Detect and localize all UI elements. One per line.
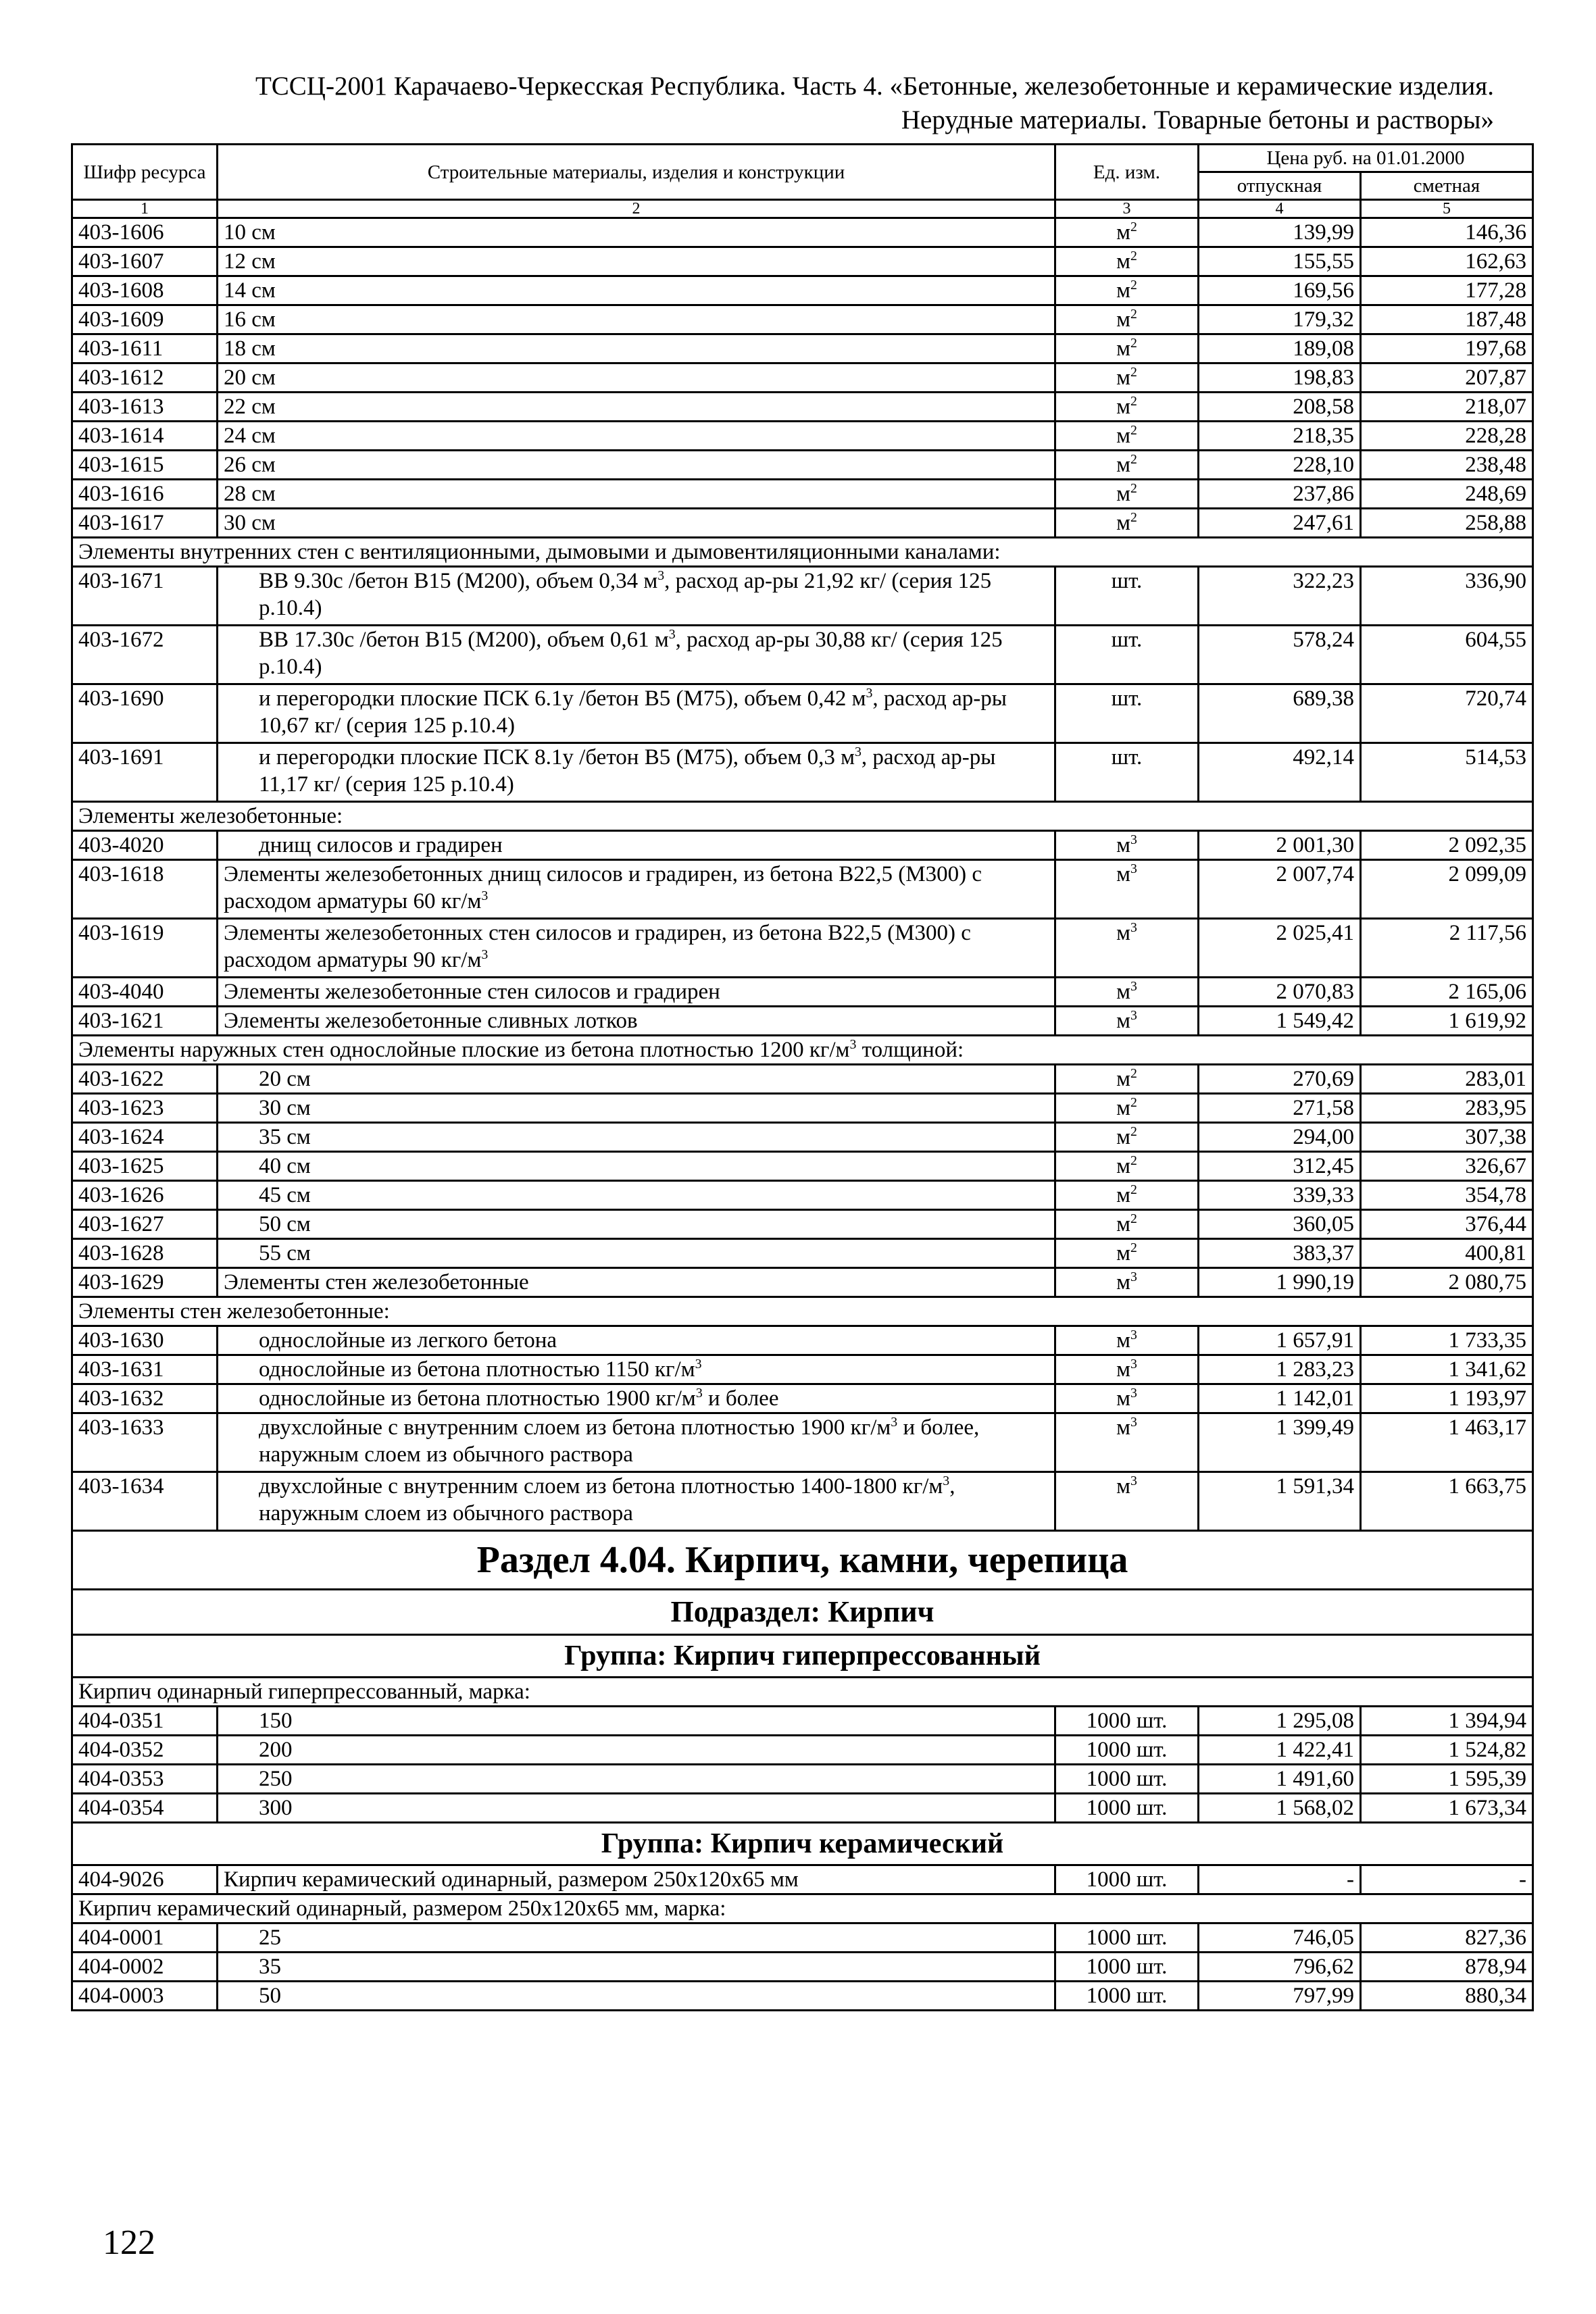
table-row bbox=[72, 1413, 1533, 1472]
resource-code: 403-4020 bbox=[72, 831, 218, 860]
material-description: Элементы железобетонные сливных лотков bbox=[218, 1007, 1055, 1036]
unit-of-measure: $м^3$ bbox=[1055, 1326, 1199, 1355]
resource-code: 403-1671 bbox=[72, 567, 218, 626]
estimate-price: 1 463,17 bbox=[1361, 1413, 1533, 1472]
table-row bbox=[72, 919, 1533, 978]
estimate-price: 1 193,97 bbox=[1361, 1384, 1533, 1413]
release-price: 2 025,41 bbox=[1199, 919, 1361, 978]
resource-code: 403-1621 bbox=[72, 1007, 218, 1036]
table-row bbox=[72, 684, 1533, 743]
material-description: Элементы железобетонных днищ силосов и градирен, из бетона В22,5 (М300) с расходом арматуры 60 $кг/м^3$ bbox=[218, 860, 1055, 919]
release-price: 383,37 bbox=[1199, 1239, 1361, 1268]
material-description: однослойные из бетона плотностью 1900 $кг/м^3$ и более bbox=[218, 1384, 1055, 1413]
estimate-price: 283,01 bbox=[1361, 1065, 1533, 1094]
unit-of-measure: $м^2$ bbox=[1055, 305, 1199, 334]
material-description: 30 см bbox=[218, 1094, 1055, 1123]
release-price: 294,00 bbox=[1199, 1123, 1361, 1152]
resource-code: 403-1614 bbox=[72, 422, 218, 451]
resource-code: 403-1609 bbox=[72, 305, 218, 334]
header-estimate-price: сметная bbox=[1361, 172, 1533, 200]
release-price: 247,61 bbox=[1199, 509, 1361, 538]
header-price: Цена руб. на 01.01.2000 bbox=[1199, 145, 1533, 172]
unit-of-measure: шт. bbox=[1055, 743, 1199, 802]
release-price: 237,86 bbox=[1199, 480, 1361, 509]
release-price: - bbox=[1199, 1865, 1361, 1894]
running-header-line-2: Нерудные материалы. Товарные бетоны и растворы» bbox=[901, 105, 1494, 134]
release-price: 312,45 bbox=[1199, 1152, 1361, 1181]
unit-of-measure: $м^2$ bbox=[1055, 1123, 1199, 1152]
table-row bbox=[72, 393, 1533, 422]
material-description: 150 bbox=[218, 1707, 1055, 1736]
table-row bbox=[72, 1982, 1533, 2011]
release-price: 689,38 bbox=[1199, 684, 1361, 743]
release-price: 746,05 bbox=[1199, 1923, 1361, 1953]
table-row bbox=[72, 1765, 1533, 1794]
unit-of-measure: $м^3$ bbox=[1055, 1384, 1199, 1413]
release-price: 218,35 bbox=[1199, 422, 1361, 451]
material-description: Элементы стен железобетонные bbox=[218, 1268, 1055, 1297]
unit-of-measure: 1000 шт. bbox=[1055, 1707, 1199, 1736]
subgroup-row bbox=[72, 1297, 1533, 1326]
unit-of-measure: $м^3$ bbox=[1055, 1355, 1199, 1384]
material-description: 20 см bbox=[218, 1065, 1055, 1094]
material-description: ВВ 17.30с /бетон В15 (М200), объем 0,61 $м^3$, расход ар-ры 30,88 кг/ (серия 125 р.10.4) bbox=[218, 626, 1055, 684]
estimate-price: 1 733,35 bbox=[1361, 1326, 1533, 1355]
material-description: днищ силосов и градирен bbox=[218, 831, 1055, 860]
release-price: 796,62 bbox=[1199, 1953, 1361, 1982]
unit-of-measure: $м^2$ bbox=[1055, 1181, 1199, 1210]
estimate-price: 283,95 bbox=[1361, 1094, 1533, 1123]
release-price: 1 283,23 bbox=[1199, 1355, 1361, 1384]
estimate-price: 228,28 bbox=[1361, 422, 1533, 451]
estimate-price: 326,67 bbox=[1361, 1152, 1533, 1181]
subsection-row bbox=[72, 1590, 1533, 1635]
unit-of-measure: $м^3$ bbox=[1055, 1268, 1199, 1297]
section-title: Раздел 4.04. Кирпич, камни, черепица bbox=[72, 1531, 1533, 1590]
release-price: 1 422,41 bbox=[1199, 1736, 1361, 1765]
subgroup-row bbox=[72, 802, 1533, 831]
estimate-price: 248,69 bbox=[1361, 480, 1533, 509]
table-row bbox=[72, 1707, 1533, 1736]
material-description: 30 см bbox=[218, 509, 1055, 538]
resource-code: 404-0001 bbox=[72, 1923, 218, 1953]
material-description: и перегородки плоские ПСК 8.1у /бетон В5 (М75), объем 0,3 $м^3$, расход ар-ры 11,17 кг/ (серия 125 р.10.4) bbox=[218, 743, 1055, 802]
table-row bbox=[72, 363, 1533, 393]
group-title: Группа: Кирпич гиперпрессованный bbox=[72, 1635, 1533, 1678]
table-row bbox=[72, 1210, 1533, 1239]
resource-code: 403-1613 bbox=[72, 393, 218, 422]
material-description: 300 bbox=[218, 1794, 1055, 1823]
resource-code: 403-1608 bbox=[72, 276, 218, 305]
release-price: 797,99 bbox=[1199, 1982, 1361, 2011]
table-row bbox=[72, 334, 1533, 363]
material-description: Элементы железобетонных стен силосов и градирен, из бетона В22,5 (М300) с расходом арматуры 90 $кг/м^3$ bbox=[218, 919, 1055, 978]
table-row bbox=[72, 860, 1533, 919]
unit-of-measure: $м^2$ bbox=[1055, 451, 1199, 480]
header-code: Шифр ресурса bbox=[72, 145, 218, 200]
estimate-price: 604,55 bbox=[1361, 626, 1533, 684]
table-row bbox=[72, 247, 1533, 276]
resource-code: 404-0351 bbox=[72, 1707, 218, 1736]
release-price: 155,55 bbox=[1199, 247, 1361, 276]
resource-code: 403-1607 bbox=[72, 247, 218, 276]
unit-of-measure: 1000 шт. bbox=[1055, 1953, 1199, 1982]
resource-code: 404-0353 bbox=[72, 1765, 218, 1794]
table-row bbox=[72, 1065, 1533, 1094]
material-description: 55 см bbox=[218, 1239, 1055, 1268]
table-row bbox=[72, 218, 1533, 247]
estimate-price: 376,44 bbox=[1361, 1210, 1533, 1239]
subgroup-heading: Кирпич одинарный гиперпрессованный, марка: bbox=[72, 1678, 1533, 1707]
unit-of-measure: $м^2$ bbox=[1055, 393, 1199, 422]
table-row bbox=[72, 978, 1533, 1007]
resource-code: 403-1629 bbox=[72, 1268, 218, 1297]
unit-of-measure: 1000 шт. bbox=[1055, 1794, 1199, 1823]
unit-of-measure: $м^2$ bbox=[1055, 480, 1199, 509]
release-price: 270,69 bbox=[1199, 1065, 1361, 1094]
unit-of-measure: $м^2$ bbox=[1055, 509, 1199, 538]
unit-of-measure: $м^3$ bbox=[1055, 919, 1199, 978]
estimate-price: 218,07 bbox=[1361, 393, 1533, 422]
header-release-price: отпускная bbox=[1199, 172, 1361, 200]
unit-of-measure: $м^2$ bbox=[1055, 276, 1199, 305]
release-price: 1 549,42 bbox=[1199, 1007, 1361, 1036]
resource-code: 403-1630 bbox=[72, 1326, 218, 1355]
material-description: 10 см bbox=[218, 218, 1055, 247]
subgroup-row bbox=[72, 1894, 1533, 1923]
unit-of-measure: $м^3$ bbox=[1055, 860, 1199, 919]
table-row bbox=[72, 1181, 1533, 1210]
col-number: 1 bbox=[72, 200, 218, 218]
material-description: 20 см bbox=[218, 363, 1055, 393]
material-description: 12 см bbox=[218, 247, 1055, 276]
estimate-price: 2 092,35 bbox=[1361, 831, 1533, 860]
table-row bbox=[72, 1953, 1533, 1982]
release-price: 139,99 bbox=[1199, 218, 1361, 247]
table-body bbox=[72, 218, 1533, 2011]
table-row bbox=[72, 831, 1533, 860]
estimate-price: 336,90 bbox=[1361, 567, 1533, 626]
release-price: 1 399,49 bbox=[1199, 1413, 1361, 1472]
release-price: 1 591,34 bbox=[1199, 1472, 1361, 1531]
estimate-price: 146,36 bbox=[1361, 218, 1533, 247]
group-row bbox=[72, 1635, 1533, 1678]
release-price: 1 295,08 bbox=[1199, 1707, 1361, 1736]
unit-of-measure: $м^3$ bbox=[1055, 831, 1199, 860]
group-title: Группа: Кирпич керамический bbox=[72, 1823, 1533, 1865]
estimate-price: 514,53 bbox=[1361, 743, 1533, 802]
resource-code: 403-1618 bbox=[72, 860, 218, 919]
price-table bbox=[71, 143, 1534, 2011]
resource-code: 403-1626 bbox=[72, 1181, 218, 1210]
resource-code: 403-1631 bbox=[72, 1355, 218, 1384]
release-price: 169,56 bbox=[1199, 276, 1361, 305]
unit-of-measure: шт. bbox=[1055, 626, 1199, 684]
estimate-price: 1 394,94 bbox=[1361, 1707, 1533, 1736]
material-description: 40 см bbox=[218, 1152, 1055, 1181]
estimate-price: 197,68 bbox=[1361, 334, 1533, 363]
estimate-price: 2 165,06 bbox=[1361, 978, 1533, 1007]
estimate-price: 1 663,75 bbox=[1361, 1472, 1533, 1531]
estimate-price: 177,28 bbox=[1361, 276, 1533, 305]
release-price: 492,14 bbox=[1199, 743, 1361, 802]
table-row bbox=[72, 1123, 1533, 1152]
resource-code: 403-1633 bbox=[72, 1413, 218, 1472]
estimate-price: 1 341,62 bbox=[1361, 1355, 1533, 1384]
table-row bbox=[72, 1152, 1533, 1181]
estimate-price: 187,48 bbox=[1361, 305, 1533, 334]
resource-code: 403-1628 bbox=[72, 1239, 218, 1268]
release-price: 208,58 bbox=[1199, 393, 1361, 422]
material-description: 200 bbox=[218, 1736, 1055, 1765]
resource-code: 403-1615 bbox=[72, 451, 218, 480]
material-description: 14 см bbox=[218, 276, 1055, 305]
running-header-line-1: ТССЦ-2001 Карачаево-Черкесская Республика. Часть 4. «Бетонные, железобетонные и керамические изделия. bbox=[255, 72, 1494, 101]
subgroup-row bbox=[72, 538, 1533, 567]
material-description: 50 см bbox=[218, 1210, 1055, 1239]
table-row bbox=[72, 451, 1533, 480]
resource-code: 403-1634 bbox=[72, 1472, 218, 1531]
estimate-price: 1 673,34 bbox=[1361, 1794, 1533, 1823]
release-price: 1 990,19 bbox=[1199, 1268, 1361, 1297]
material-description: ВВ 9.30с /бетон В15 (М200), объем 0,34 $м^3$, расход ар-ры 21,92 кг/ (серия 125 р.10.4) bbox=[218, 567, 1055, 626]
resource-code: 404-0003 bbox=[72, 1982, 218, 2011]
subgroup-heading: Элементы стен железобетонные: bbox=[72, 1297, 1533, 1326]
table-row bbox=[72, 1923, 1533, 1953]
unit-of-measure: $м^2$ bbox=[1055, 247, 1199, 276]
release-price: 189,08 bbox=[1199, 334, 1361, 363]
resource-code: 403-1622 bbox=[72, 1065, 218, 1094]
unit-of-measure: $м^3$ bbox=[1055, 1413, 1199, 1472]
release-price: 578,24 bbox=[1199, 626, 1361, 684]
table-row bbox=[72, 1326, 1533, 1355]
resource-code: 403-1690 bbox=[72, 684, 218, 743]
unit-of-measure: шт. bbox=[1055, 684, 1199, 743]
material-description: 45 см bbox=[218, 1181, 1055, 1210]
material-description: 35 bbox=[218, 1953, 1055, 1982]
estimate-price: 1 524,82 bbox=[1361, 1736, 1533, 1765]
table-row bbox=[72, 509, 1533, 538]
material-description: 25 bbox=[218, 1923, 1055, 1953]
unit-of-measure: $м^2$ bbox=[1055, 1210, 1199, 1239]
estimate-price: 2 099,09 bbox=[1361, 860, 1533, 919]
table-row bbox=[72, 305, 1533, 334]
page-number: 122 bbox=[103, 2223, 155, 2262]
col-number: 2 bbox=[218, 200, 1055, 218]
unit-of-measure: 1000 шт. bbox=[1055, 1923, 1199, 1953]
release-price: 198,83 bbox=[1199, 363, 1361, 393]
resource-code: 403-1627 bbox=[72, 1210, 218, 1239]
unit-of-measure: 1000 шт. bbox=[1055, 1982, 1199, 2011]
table-row bbox=[72, 1094, 1533, 1123]
subgroup-row bbox=[72, 1678, 1533, 1707]
release-price: 2 001,30 bbox=[1199, 831, 1361, 860]
col-number: 4 bbox=[1199, 200, 1361, 218]
col-number: 3 bbox=[1055, 200, 1199, 218]
estimate-price: 2 080,75 bbox=[1361, 1268, 1533, 1297]
material-description: однослойные из бетона плотностью 1150 $кг/м^3$ bbox=[218, 1355, 1055, 1384]
table-row bbox=[72, 276, 1533, 305]
unit-of-measure: 1000 шт. bbox=[1055, 1865, 1199, 1894]
estimate-price: 207,87 bbox=[1361, 363, 1533, 393]
release-price: 1 568,02 bbox=[1199, 1794, 1361, 1823]
unit-of-measure: $м^2$ bbox=[1055, 1065, 1199, 1094]
table-row bbox=[72, 626, 1533, 684]
release-price: 1 491,60 bbox=[1199, 1765, 1361, 1794]
estimate-price: 1 595,39 bbox=[1361, 1765, 1533, 1794]
resource-code: 403-1612 bbox=[72, 363, 218, 393]
resource-code: 404-0002 bbox=[72, 1953, 218, 1982]
resource-code: 404-9026 bbox=[72, 1865, 218, 1894]
material-description: Кирпич керамический одинарный, размером 250х120х65 мм bbox=[218, 1865, 1055, 1894]
table-row bbox=[72, 1472, 1533, 1531]
resource-code: 403-1625 bbox=[72, 1152, 218, 1181]
unit-of-measure: $м^2$ bbox=[1055, 334, 1199, 363]
release-price: 228,10 bbox=[1199, 451, 1361, 480]
unit-of-measure: $м^2$ bbox=[1055, 422, 1199, 451]
material-description: 250 bbox=[218, 1765, 1055, 1794]
resource-code: 404-0352 bbox=[72, 1736, 218, 1765]
header-unit: Ед. изм. bbox=[1055, 145, 1199, 200]
table-row bbox=[72, 1865, 1533, 1894]
estimate-price: 162,63 bbox=[1361, 247, 1533, 276]
table-row bbox=[72, 422, 1533, 451]
table-row bbox=[72, 1007, 1533, 1036]
table-row bbox=[72, 1239, 1533, 1268]
resource-code: 403-1632 bbox=[72, 1384, 218, 1413]
table-row bbox=[72, 1794, 1533, 1823]
subgroup-heading: Элементы внутренних стен с вентиляционными, дымовыми и дымовентиляционными каналами: bbox=[72, 538, 1533, 567]
table-row bbox=[72, 1384, 1533, 1413]
release-price: 179,32 bbox=[1199, 305, 1361, 334]
col-number: 5 bbox=[1361, 200, 1533, 218]
estimate-price: 354,78 bbox=[1361, 1181, 1533, 1210]
table-row bbox=[72, 743, 1533, 802]
resource-code: 403-1606 bbox=[72, 218, 218, 247]
table-row bbox=[72, 1355, 1533, 1384]
unit-of-measure: $м^2$ bbox=[1055, 218, 1199, 247]
release-price: 2 007,74 bbox=[1199, 860, 1361, 919]
release-price: 2 070,83 bbox=[1199, 978, 1361, 1007]
resource-code: 403-1617 bbox=[72, 509, 218, 538]
estimate-price: 880,34 bbox=[1361, 1982, 1533, 2011]
subgroup-heading: Элементы наружных стен однослойные плоские из бетона плотностью 1200 $кг/м^3$ толщиной: bbox=[72, 1036, 1533, 1065]
header-name: Строительные материалы, изделия и конструкции bbox=[218, 145, 1055, 200]
table-row bbox=[72, 480, 1533, 509]
release-price: 339,33 bbox=[1199, 1181, 1361, 1210]
material-description: 24 см bbox=[218, 422, 1055, 451]
release-price: 1 657,91 bbox=[1199, 1326, 1361, 1355]
estimate-price: 258,88 bbox=[1361, 509, 1533, 538]
material-description: 35 см bbox=[218, 1123, 1055, 1152]
release-price: 271,58 bbox=[1199, 1094, 1361, 1123]
subgroup-heading: Элементы железобетонные: bbox=[72, 802, 1533, 831]
estimate-price: 878,94 bbox=[1361, 1953, 1533, 1982]
subsection-title: Подраздел: Кирпич bbox=[72, 1590, 1533, 1635]
unit-of-measure: 1000 шт. bbox=[1055, 1736, 1199, 1765]
resource-code: 403-1672 bbox=[72, 626, 218, 684]
estimate-price: 827,36 bbox=[1361, 1923, 1533, 1953]
resource-code: 403-1623 bbox=[72, 1094, 218, 1123]
unit-of-measure: 1000 шт. bbox=[1055, 1765, 1199, 1794]
subgroup-row bbox=[72, 1036, 1533, 1065]
material-description: двухслойные с внутренним слоем из бетона плотностью 1900 $кг/м^3$ и более, наружным слоем из обычного раствора bbox=[218, 1413, 1055, 1472]
resource-code: 403-1691 bbox=[72, 743, 218, 802]
material-description: однослойные из легкого бетона bbox=[218, 1326, 1055, 1355]
unit-of-measure: $м^3$ bbox=[1055, 1472, 1199, 1531]
subgroup-heading: Кирпич керамический одинарный, размером 250х120х65 мм, марка: bbox=[72, 1894, 1533, 1923]
section-row bbox=[72, 1531, 1533, 1590]
estimate-price: 307,38 bbox=[1361, 1123, 1533, 1152]
unit-of-measure: $м^2$ bbox=[1055, 1094, 1199, 1123]
resource-code: 403-1619 bbox=[72, 919, 218, 978]
material-description: 28 см bbox=[218, 480, 1055, 509]
material-description: двухслойные с внутренним слоем из бетона плотностью 1400-1800 $кг/м^3$, наружным слоем из обычного раствора bbox=[218, 1472, 1055, 1531]
estimate-price: 2 117,56 bbox=[1361, 919, 1533, 978]
material-description: и перегородки плоские ПСК 6.1у /бетон В5 (М75), объем 0,42 $м^3$, расход ар-ры 10,67 кг/ (серия 125 р.10.4) bbox=[218, 684, 1055, 743]
estimate-price: 400,81 bbox=[1361, 1239, 1533, 1268]
resource-code: 404-0354 bbox=[72, 1794, 218, 1823]
material-description: 26 см bbox=[218, 451, 1055, 480]
estimate-price: 238,48 bbox=[1361, 451, 1533, 480]
unit-of-measure: шт. bbox=[1055, 567, 1199, 626]
release-price: 360,05 bbox=[1199, 1210, 1361, 1239]
table-row bbox=[72, 1736, 1533, 1765]
resource-code: 403-1611 bbox=[72, 334, 218, 363]
material-description: Элементы железобетонные стен силосов и градирен bbox=[218, 978, 1055, 1007]
estimate-price: 1 619,92 bbox=[1361, 1007, 1533, 1036]
unit-of-measure: $м^2$ bbox=[1055, 363, 1199, 393]
group-row bbox=[72, 1823, 1533, 1865]
material-description: 16 см bbox=[218, 305, 1055, 334]
release-price: 1 142,01 bbox=[1199, 1384, 1361, 1413]
release-price: 322,23 bbox=[1199, 567, 1361, 626]
resource-code: 403-4040 bbox=[72, 978, 218, 1007]
estimate-price: - bbox=[1361, 1865, 1533, 1894]
unit-of-measure: $м^3$ bbox=[1055, 978, 1199, 1007]
table-row bbox=[72, 567, 1533, 626]
resource-code: 403-1616 bbox=[72, 480, 218, 509]
table-row bbox=[72, 1268, 1533, 1297]
unit-of-measure: $м^2$ bbox=[1055, 1239, 1199, 1268]
unit-of-measure: $м^2$ bbox=[1055, 1152, 1199, 1181]
material-description: 18 см bbox=[218, 334, 1055, 363]
resource-code: 403-1624 bbox=[72, 1123, 218, 1152]
material-description: 22 см bbox=[218, 393, 1055, 422]
estimate-price: 720,74 bbox=[1361, 684, 1533, 743]
unit-of-measure: $м^3$ bbox=[1055, 1007, 1199, 1036]
material-description: 50 bbox=[218, 1982, 1055, 2011]
